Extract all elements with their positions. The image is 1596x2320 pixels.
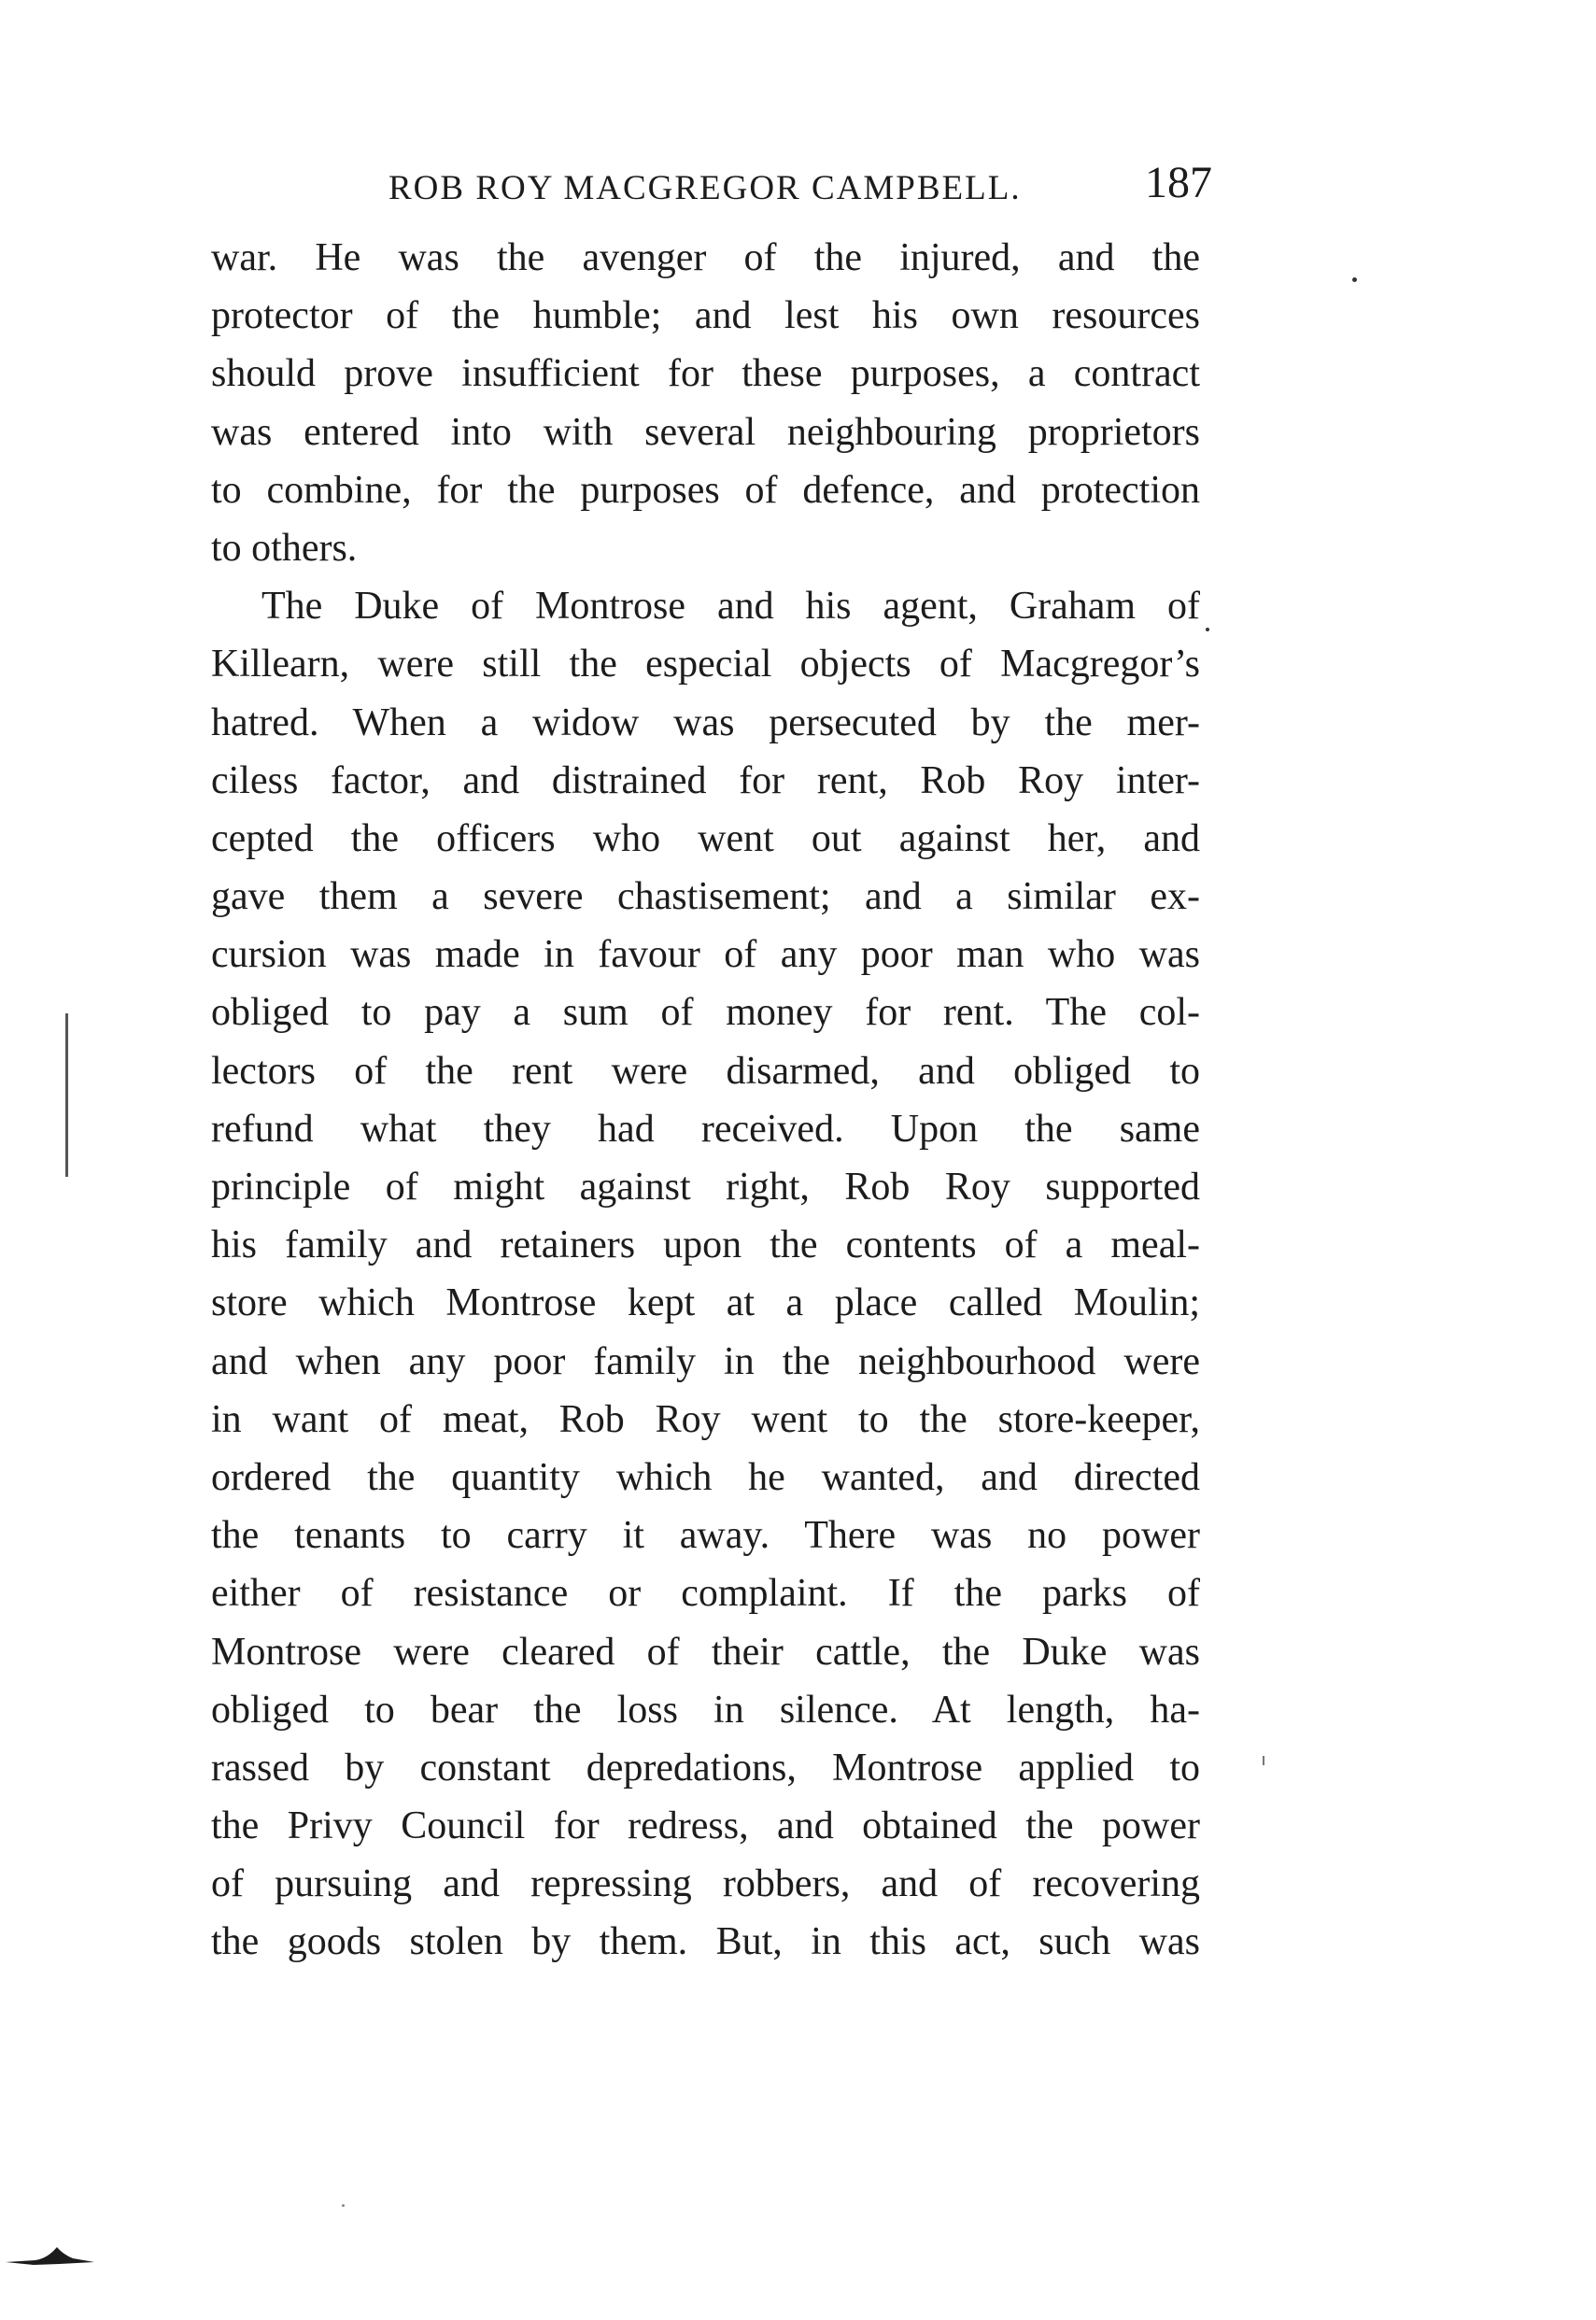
ink-speck [1263,1756,1264,1765]
text-line: The Duke of Montrose and his agent, Graham of [261,585,1200,629]
text-line: the tenants to carry it away. There was no power [211,1514,1200,1558]
text-line: either of resistance or complaint. If the parks of [211,1572,1200,1616]
text-line: protector of the humble; and lest his own resources [211,294,1200,338]
ink-speck [342,2204,345,2207]
text-line: of pursuing and repressing robbers, and of recovering [211,1862,1200,1906]
text-line: rassed by constant depredations, Montrose applied to [211,1746,1200,1790]
text-line: cursion was made in favour of any poor man who was [211,933,1200,977]
text-line: principle of might against right, Rob Roy supported [211,1166,1200,1209]
text-line: Montrose were cleared of their cattle, the Duke was [211,1630,1200,1674]
text-line: hatred. When a widow was persecuted by the mer- [211,700,1200,744]
text-line: to combine, for the purposes of defence, and protection [211,468,1200,512]
text-line: should prove insufficient for these purposes, a contract [211,352,1200,396]
text-line: the goods stolen by them. But, in this act, such was [211,1920,1200,1964]
text-line: store which Montrose kept at a place called Moulin; [211,1281,1200,1325]
text-line: cepted the officers who went out against her, and [211,816,1200,860]
text-line: to others. [211,526,358,570]
text-line: gave them a severe chastisement; and a similar ex- [211,875,1200,919]
page-number: 187 [1145,158,1212,207]
text-line: the Privy Council for redress, and obtained the power [211,1804,1200,1848]
running-title: ROB ROY MACGREGOR CAMPBELL. [388,169,1022,207]
text-line: ciless factor, and distrained for rent, Rob Roy inter- [211,758,1200,802]
text-line: obliged to bear the loss in silence. At length, ha- [211,1688,1200,1732]
fleuron-ornament-icon [6,2242,94,2270]
text-line: Killearn, were still the especial objects of Macgregor’s [211,643,1200,686]
ink-speck [1352,277,1357,282]
text-line: and when any poor family in the neighbourhood were [211,1339,1200,1383]
text-line: his family and retainers upon the contents of a meal- [211,1224,1200,1267]
text-line: lectors of the rent were disarmed, and obliged to [211,1049,1200,1093]
running-head [388,157,1212,213]
text-line: obliged to pay a sum of money for rent. The col- [211,991,1200,1035]
text-line: war. He was the avenger of the injured, and the [211,236,1200,279]
body-text [211,229,1200,1972]
text-line: in want of meat, Rob Roy went to the store-keeper, [211,1397,1200,1441]
ink-speck [1206,628,1209,631]
text-line: was entered into with several neighbouring proprietors [211,410,1200,454]
text-line: refund what they had received. Upon the same [211,1107,1200,1151]
text-line: ordered the quantity which he wanted, and directed [211,1455,1200,1499]
margin-scratch [65,1013,68,1177]
